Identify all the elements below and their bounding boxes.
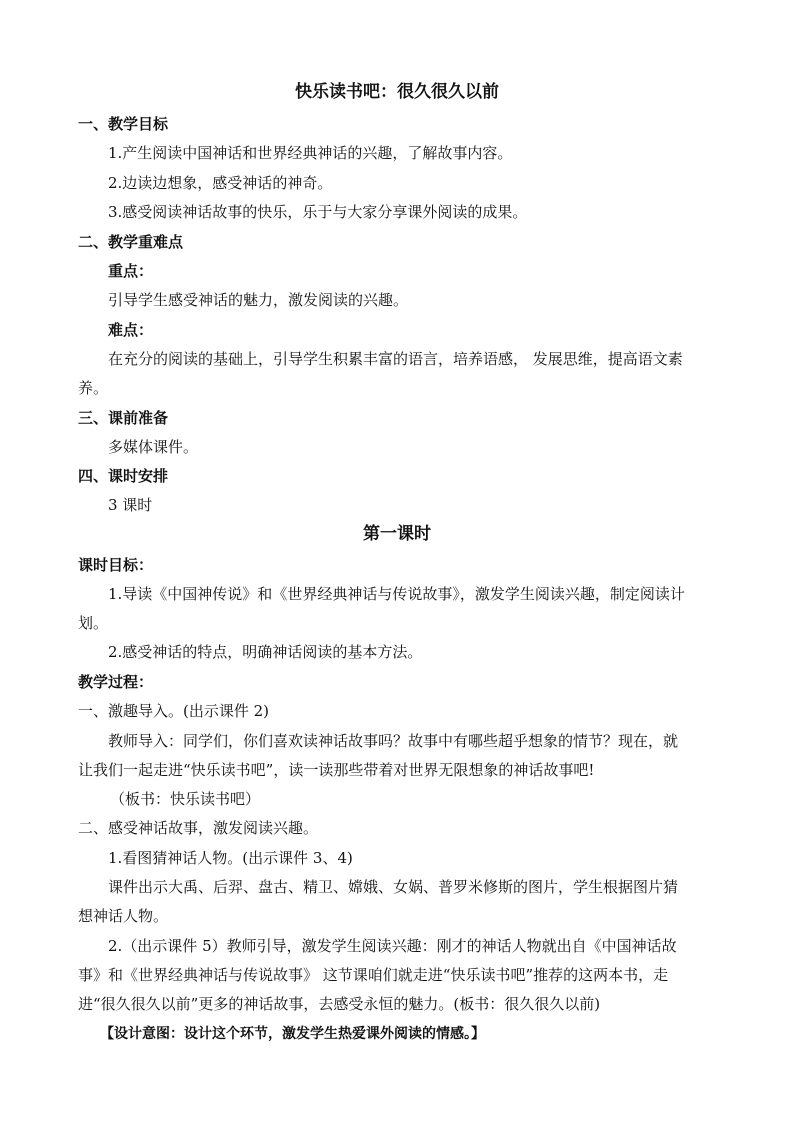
- preparation-text: 多媒体课件。: [108, 438, 199, 456]
- goal-item-1: 1.产生阅读中国神话和世界经典神话的兴趣，了解故事内容。: [108, 144, 513, 162]
- schedule-text: 3 课时: [108, 496, 153, 514]
- step-1-text-line-1: 教师导入：同学们，你们喜欢读神话故事吗？故事中有哪些超乎想象的情节？现在，就: [108, 732, 679, 750]
- section-heading-schedule: 四、课时安排: [78, 467, 169, 485]
- step-2-item-2-line-3: 进“很久很久以前”更多的神话故事，去感受永恒的魅力。(板书：很久很久以前): [78, 995, 601, 1013]
- difficulty-text-line-2: 养。: [78, 379, 109, 397]
- step-1-heading: 一、激趣导入。(出示课件 2): [78, 702, 270, 720]
- step-1-board-note: （板书：快乐读书吧）: [110, 790, 261, 808]
- key-point-label: 重点：: [108, 262, 154, 280]
- lesson-goal-2: 2.感受神话的特点，明确神话阅读的基本方法。: [108, 643, 423, 661]
- lesson-goal-label: 课时目标：: [78, 556, 154, 574]
- goal-item-2: 2.边读边想象，感受神话的神奇。: [108, 174, 333, 192]
- section-heading-key-points: 二、教学重难点: [78, 233, 184, 251]
- difficulty-text-line-1: 在充分的阅读的基础上，引导学生积累丰富的语言，培养语感， 发展思维，提高语文素: [108, 350, 683, 368]
- step-2-item-1: 1.看图猜神话人物。(出示课件 3、4): [108, 849, 353, 867]
- section-heading-goals: 一、教学目标: [78, 115, 169, 133]
- key-point-text: 引导学生感受神话的魅力，激发阅读的兴趣。: [108, 291, 409, 309]
- step-2-heading: 二、感受神话故事，激发阅读兴趣。: [78, 819, 319, 837]
- process-label: 教学过程：: [78, 673, 154, 691]
- step-2-item-1-text-line-1: 课件出示大禹、后羿、盘古、精卫、嫦娥、女娲、普罗米修斯的图片，学生根据图片猜: [108, 878, 679, 896]
- step-2-item-2-line-1: 2.（出示课件 5）教师引导，激发学生阅读兴趣：刚才的神话人物就出自《中国神话故: [108, 937, 677, 955]
- goal-item-3: 3.感受阅读神话故事的快乐，乐于与大家分享课外阅读的成果。: [108, 203, 528, 221]
- step-2-item-2-line-2: 事》和《世界经典神话与传说故事》 这节课咱们就走进“快乐读书吧”推荐的这两本书，走: [78, 966, 669, 984]
- document-title: 快乐读书吧：很久很久以前: [295, 82, 499, 102]
- step-1-text-line-2: 让我们一起走进“快乐读书吧”，读一读那些带着对世界无限想象的神话故事吧!: [78, 761, 595, 779]
- section-heading-preparation: 三、课前准备: [78, 409, 169, 427]
- design-intent-note: 【设计意图：设计这个环节，激发学生热爱课外阅读的情感。】: [100, 1026, 485, 1042]
- lesson-goal-1-line-2: 划。: [78, 614, 109, 632]
- step-2-item-1-text-line-2: 想神话人物。: [78, 907, 169, 925]
- lesson-goal-1-line-1: 1.导读《中国神传说》和《世界经典神话与传说故事》，激发学生阅读兴趣，制定阅读计: [108, 585, 685, 603]
- difficulty-label: 难点：: [108, 321, 154, 339]
- lesson-title: 第一课时: [363, 524, 431, 544]
